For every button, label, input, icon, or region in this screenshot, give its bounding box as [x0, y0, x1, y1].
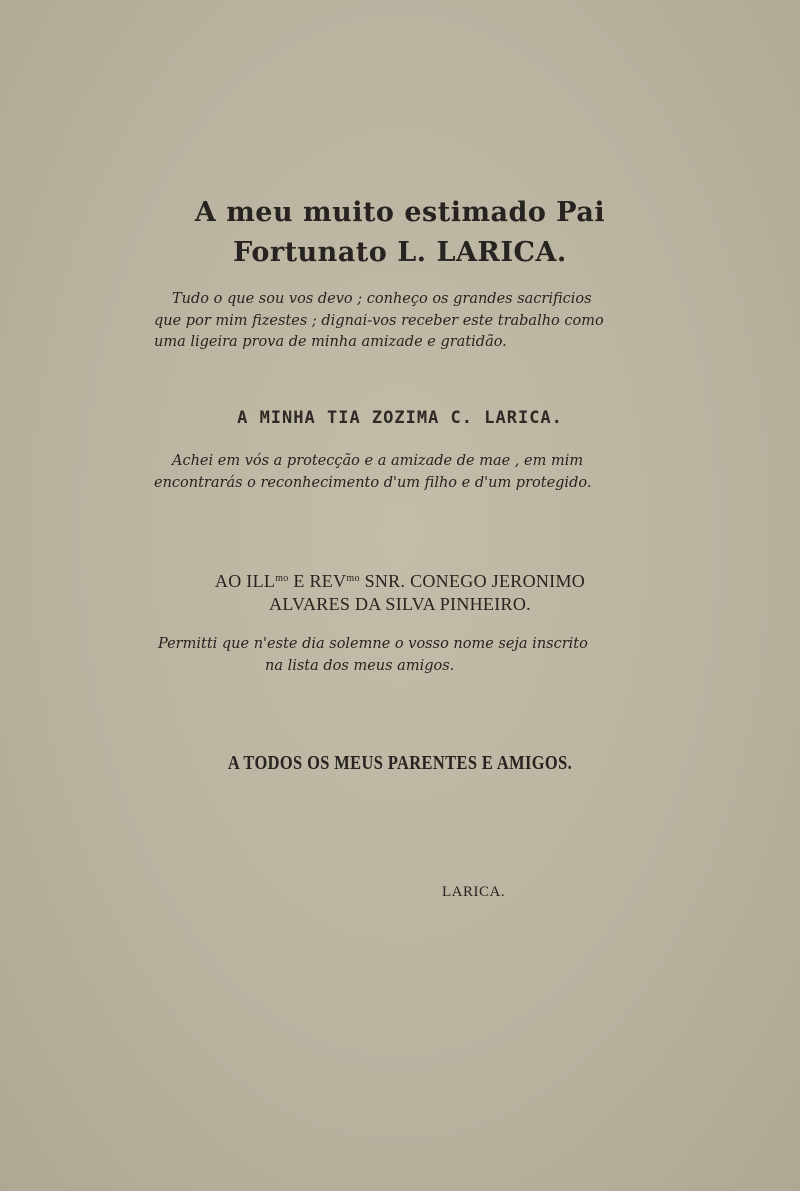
dedication-aunt-text-line: encontrarás o reconhecimento d'um filho e d'um protegido.	[154, 475, 592, 491]
dedication-father-title	[0, 196, 800, 270]
dedication-father-line1: A meu muito estimado Pai	[194, 197, 606, 228]
dedication-father-text-line: Tudo o que sou vos devo ; conheço os grandes sacrificios	[172, 291, 592, 307]
dedication-father-text-line: uma ligeira prova de minha amizade e gratidão.	[154, 334, 507, 350]
dedication-father-line2: Fortunato L. LARICA.	[233, 237, 567, 268]
dedication-father-text-line: que por mim fizestes ; dignai-vos receber este trabalho como	[154, 313, 604, 329]
dedication-aunt-text-line: Achei em vós a protecção e a amizade de mae , em mim	[172, 453, 584, 469]
dedication-canon-text-line: na lista dos meus amigos.	[265, 658, 455, 674]
dedication-canon-text-line: Permitti que n'este dia solemne o vosso nome seja inscrito	[158, 636, 588, 652]
dedication-canon-heading-line2: ALVARES DA SILVA PINHEIRO.	[269, 594, 531, 614]
dedication-all-heading-wrap	[0, 752, 800, 775]
dedication-aunt-heading: A MINHA TIA ZOZIMA C. LARICA.	[237, 408, 563, 428]
dedication-canon-heading	[0, 567, 800, 616]
dedication-all-heading: A TODOS OS MEUS PARENTES E AMIGOS.	[227, 752, 573, 774]
dedication-aunt-heading-wrap	[0, 408, 800, 428]
signature: LARICA.	[442, 884, 506, 900]
dedication-canon-heading-line1: AO $ILL^{mo}$ E $REV^{mo}$ SNR. CONEGO JERONIMO	[214, 571, 586, 591]
